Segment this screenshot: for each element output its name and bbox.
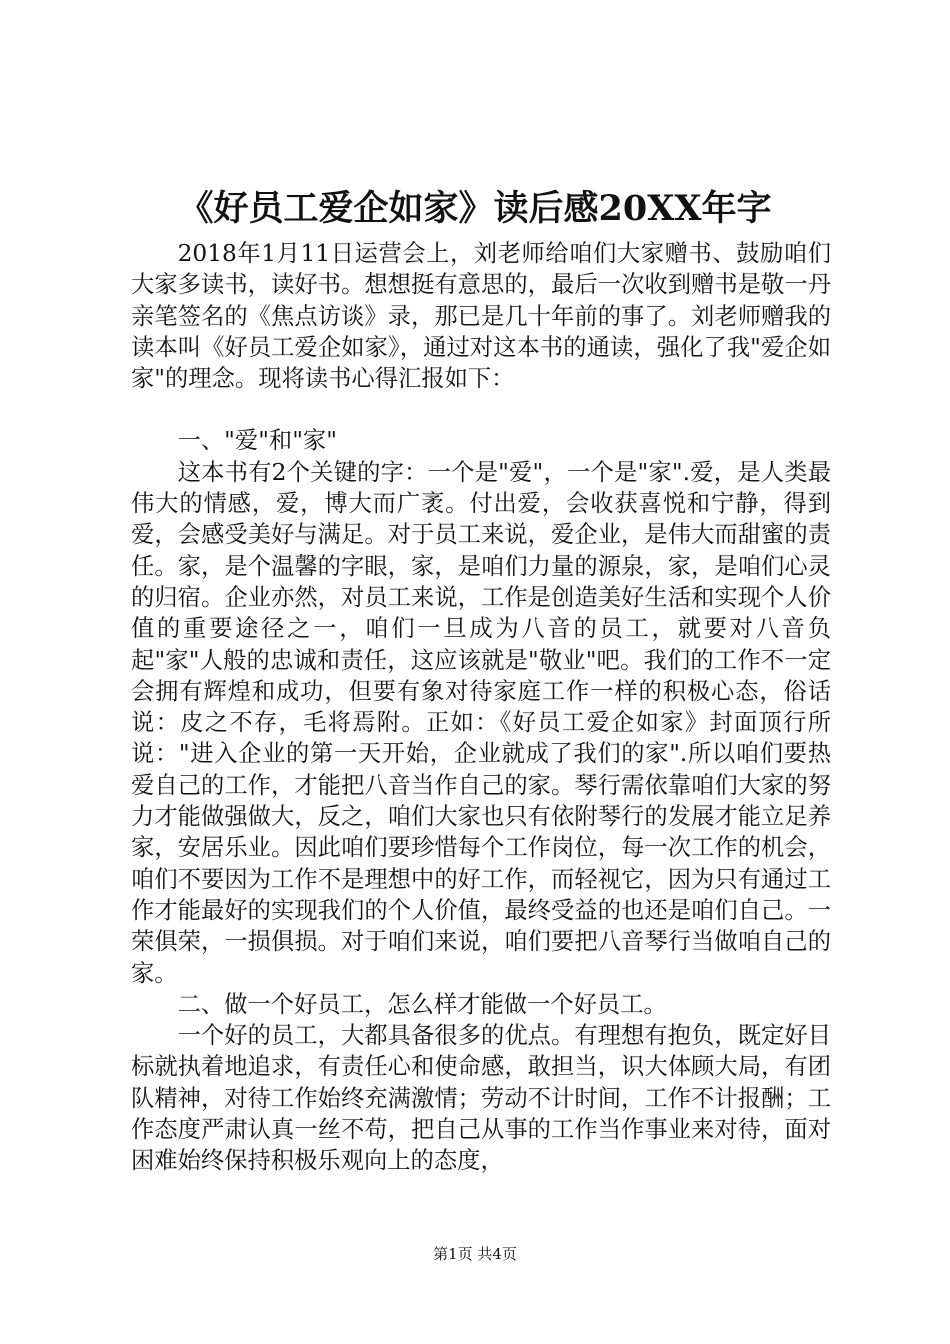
section-heading-1: 一、"爱"和"家" bbox=[177, 427, 337, 455]
paragraph-intro: 2018年1月11日运营会上，刘老师给咱们大家赠书、鼓励咱们大家多读书，读好书。想想挺有意思的，最后一次收到赠书是敬一丹亲笔签名的《焦点访谈》录，那已是几十年前的事了。刘老师赠我的读本叫《好员工爱企如家》，通过对这本书的通读，强化了我"爱企如家"的理念。现将读书心得汇报如下： bbox=[131, 240, 831, 393]
paragraph-section-1: 这本书有2个关键的字：一个是"爱"，一个是"家".爱，是人类最伟大的情感，爱，博大而广袤。付出爱，会收获喜悦和宁静，得到爱，会感受美好与满足。对于员工来说，爱企业，是伟大而甜蜜的责任。家，是个温馨的字眼，家，是咱们力量的源泉，家，是咱们心灵的归宿。企业亦然，对员工来说，工作是创造美好生活和实现个人价值的重要途径之一，咱们一旦成为八音的员工，就要对八音负起"家"人般的忠诚和责任，这应该就是"敬业"吧。我们的工作不一定会拥有辉煌和成功，但要有象对待家庭工作一样的积极心态，俗话说：皮之不存，毛将焉附。正如：《好员工爱企如家》封面顶行所说："进入企业的第一天开始，企业就成了我们的家".所以咱们要热爱自己的工作，才能把八音当作自己的家。琴行需依靠咱们大家的努力才能做强做大，反之，咱们大家也只有依附琴行的发展才能立足养家，安居乐业。因此咱们要珍惜每个工作岗位，每一次工作的机会，咱们不要因为工作不是理想中的好工作，而轻视它，因为只有通过工作才能最好的实现我们的个人价值，最终受益的也还是咱们自己。一荣俱荣，一损俱损。对于咱们来说，咱们要把八音琴行当做咱自己的家。 bbox=[131, 458, 831, 987]
document-title: 《好员工爱企如家》读后感20XX年字 bbox=[178, 188, 772, 229]
paragraph-section-2: 一个好的员工，大都具备很多的优点。有理想有抱负，既定好目标就执着地追求，有责任心和使命感，敢担当，识大体顾大局，有团队精神，对待工作始终充满激情；劳动不计时间，工作不计报酬；工作态度严肃认真一丝不苟，把自己从事的工作当作事业来对待，面对困难始终保持积极乐观向上的态度， bbox=[131, 1022, 831, 1175]
document-body bbox=[131, 238, 831, 1177]
section-heading-2: 二、做一个好员工，怎么样才能做一个好员工。 bbox=[177, 990, 667, 1018]
page-footer: 第1页 共4页 bbox=[433, 1245, 517, 1263]
